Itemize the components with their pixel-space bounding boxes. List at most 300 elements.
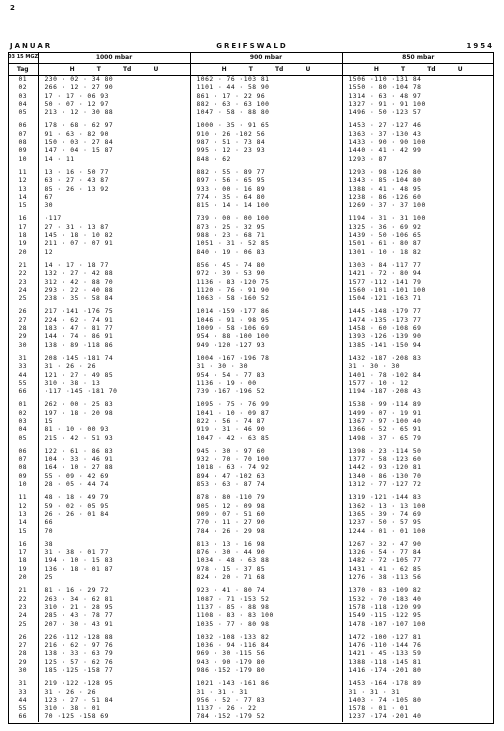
day-cell: 28 <box>18 650 28 658</box>
level-cell: 31 · 26 · 26 <box>38 689 190 697</box>
day-cell: 23 <box>18 278 28 286</box>
table-row <box>8 84 494 92</box>
level-cell: 50 · 07 · 12 97 <box>38 101 190 109</box>
day-cell: 03 <box>18 92 28 100</box>
table-row <box>8 101 494 109</box>
day-cell: 55 <box>18 705 28 713</box>
level-cell: 185 ·125 ·158 77 <box>38 667 190 675</box>
level-cell: 136 · 18 · 01 87 <box>38 566 190 574</box>
table-row <box>8 287 494 295</box>
table-row <box>8 232 494 240</box>
day-cell: 11 <box>18 494 28 502</box>
level-cell: 909 · 07 · 51 60 <box>190 511 342 519</box>
day-cell: 12 <box>18 502 28 510</box>
level-cell: 1267 · 32 · 47 90 <box>342 541 494 549</box>
table-row <box>8 355 494 363</box>
level-cell: 988 · 23 · 68 71 <box>190 232 342 240</box>
level-cell: 1194 ·187 ·208 43 <box>342 388 494 396</box>
table-row <box>8 705 494 713</box>
level-cell: 1439 · 50 ·106 65 <box>342 232 494 240</box>
table-row <box>8 541 494 549</box>
level-cell: 1474 ·135 ·173 77 <box>342 317 494 325</box>
day-cell: 20 <box>18 248 28 256</box>
level-cell: 31 · 31 · 31 <box>342 689 494 697</box>
level-cell: 1388 ·118 ·145 81 <box>342 659 494 667</box>
level-cell: 1363 · 37 ·130 43 <box>342 131 494 139</box>
table-row <box>8 418 494 426</box>
level-cell: 1237 · 50 · 57 95 <box>342 519 494 527</box>
level-cell: 66 <box>38 519 190 527</box>
level-cell: 178 · 68 · 62 97 <box>38 122 190 130</box>
level-cell: 14 · 17 · 18 77 <box>38 262 190 270</box>
day-cell: 28 <box>18 325 28 333</box>
level-cell: 219 ·122 ·128 95 <box>38 680 190 688</box>
day-cell: 22 <box>18 595 28 603</box>
column-headers-1000: H T Td U <box>38 64 190 76</box>
level-cell: 81 · 16 · 29 72 <box>38 587 190 595</box>
table-row <box>8 333 494 341</box>
day-cell: 09 <box>18 472 28 480</box>
day-cell: 05 <box>18 109 28 117</box>
day-cell: 15 <box>18 527 28 535</box>
level-cell: 285 · 43 · 78 77 <box>38 612 190 620</box>
day-cell: 06 <box>18 447 28 455</box>
level-cell: 197 · 18 · 20 98 <box>38 410 190 418</box>
level-cell: 1431 · 41 · 62 85 <box>342 566 494 574</box>
level-cell: 1433 · 90 · 90 100 <box>342 139 494 147</box>
level-cell: 1482 · 72 ·105 77 <box>342 557 494 565</box>
table-row <box>8 380 494 388</box>
level-cell: 1445 ·148 ·179 77 <box>342 308 494 316</box>
level-cell: 145 · 18 · 10 82 <box>38 232 190 240</box>
level-cell: 17 · 17 · 06 93 <box>38 93 190 101</box>
table-row <box>8 186 494 194</box>
level-cell: 1046 · 91 · 98 95 <box>190 317 342 325</box>
table-row <box>8 262 494 270</box>
table-row <box>8 295 494 303</box>
table-row <box>8 650 494 658</box>
day-cell: 16 <box>18 540 28 548</box>
table-row <box>8 139 494 147</box>
level-cell: 1325 · 36 · 69 92 <box>342 224 494 232</box>
level-cell: 739 ·167 ·196 52 <box>190 388 342 396</box>
level-cell: 213 · 12 · 30 88 <box>38 109 190 117</box>
table-row <box>8 587 494 595</box>
table-row <box>8 249 494 257</box>
table-row <box>8 503 494 511</box>
level-cell: 138 · 89 ·118 86 <box>38 342 190 350</box>
level-cell: 1370 · 83 ·109 82 <box>342 587 494 595</box>
level-cell: 774 · 35 · 64 80 <box>190 194 342 202</box>
day-cell: 14 <box>18 519 28 527</box>
level-cell: 1238 · 86 ·126 60 <box>342 194 494 202</box>
level-cell: 1398 · 23 ·114 50 <box>342 448 494 456</box>
day-cell: 16 <box>18 215 28 223</box>
level-cell: 1276 · 38 ·113 56 <box>342 574 494 582</box>
day-cell: 02 <box>18 84 28 92</box>
table-row <box>8 456 494 464</box>
level-cell: 194 · 10 · 15 83 <box>38 557 190 565</box>
level-cell: 1401 · 78 ·102 84 <box>342 372 494 380</box>
table-row <box>8 464 494 472</box>
day-cell: 26 <box>18 633 28 641</box>
day-cell: 18 <box>18 557 28 565</box>
level-cell: 28 · 05 · 44 74 <box>38 481 190 489</box>
level-cell: 310 · 21 · 28 95 <box>38 604 190 612</box>
table-row <box>8 76 494 85</box>
level-cell: 1453 ·164 ·178 89 <box>342 680 494 688</box>
table-row <box>8 317 494 325</box>
level-header-1000: 1000 mbar <box>38 52 190 64</box>
level-cell: 1385 ·141 ·150 94 <box>342 342 494 350</box>
level-cell: 1314 · 63 · 48 97 <box>342 93 494 101</box>
level-cell: 1453 · 27 ·127 46 <box>342 122 494 130</box>
tag-header: Tag <box>8 64 38 76</box>
day-cell: 15 <box>18 202 28 210</box>
level-cell: 26 · 26 · 01 84 <box>38 511 190 519</box>
level-cell: 1014 ·159 ·177 86 <box>190 308 342 316</box>
table-row <box>8 177 494 185</box>
level-cell: 1343 · 85 ·104 80 <box>342 177 494 185</box>
level-cell: 1095 · 75 · 76 99 <box>190 401 342 409</box>
day-cell: 33 <box>18 688 28 696</box>
day-cell: 44 <box>18 371 28 379</box>
day-cell: 17 <box>18 549 28 557</box>
level-cell: 1303 · 84 ·117 77 <box>342 262 494 270</box>
day-cell: 02 <box>18 409 28 417</box>
level-cell: 310 · 38 · 13 <box>38 380 190 388</box>
level-cell: 784 ·152 ·179 52 <box>190 713 342 721</box>
level-cell: 238 · 35 · 58 84 <box>38 295 190 303</box>
level-cell: 216 · 62 · 97 76 <box>38 642 190 650</box>
level-cell: 310 · 38 · 01 <box>38 705 190 713</box>
table-row <box>8 549 494 557</box>
table-row <box>8 557 494 565</box>
table-row <box>8 169 494 177</box>
level-cell: 1442 · 93 ·120 81 <box>342 464 494 472</box>
table-row <box>8 156 494 164</box>
day-cell: 20 <box>18 574 28 582</box>
level-cell: 1293 · 98 ·126 80 <box>342 169 494 177</box>
day-cell: 27 <box>18 316 28 324</box>
level-cell: 1035 · 77 · 80 98 <box>190 621 342 629</box>
level-cell: 217 ·141 ·176 75 <box>38 308 190 316</box>
table-row <box>8 494 494 502</box>
level-cell: 978 · 15 · 37 85 <box>190 566 342 574</box>
table-row <box>8 528 494 536</box>
level-cell: 1244 · 01 · 01 100 <box>342 528 494 536</box>
column-headers-900: H T Td U <box>190 64 342 76</box>
table-row <box>8 325 494 333</box>
level-cell: 919 · 31 · 46 90 <box>190 426 342 434</box>
level-cell: 873 · 25 · 32 95 <box>190 224 342 232</box>
level-cell: 1047 · 42 · 63 85 <box>190 435 342 443</box>
level-cell: 1403 · 74 ·105 80 <box>342 697 494 705</box>
level-cell: 1194 · 31 · 31 100 <box>342 215 494 223</box>
table-row <box>8 224 494 232</box>
table-row <box>8 194 494 202</box>
day-cell: 66 <box>18 713 28 721</box>
level-cell: 91 · 63 · 82 90 <box>38 131 190 139</box>
level-cell: 1504 ·121 ·163 71 <box>342 295 494 303</box>
day-cell: 08 <box>18 139 28 147</box>
level-cell: 1478 ·107 ·107 100 <box>342 621 494 629</box>
day-cell: 10 <box>18 481 28 489</box>
level-cell: 266 · 12 · 27 90 <box>38 84 190 92</box>
page-number: 2 <box>10 4 15 12</box>
day-cell: 29 <box>18 658 28 666</box>
level-cell: 67 <box>38 194 190 202</box>
table-row <box>8 566 494 574</box>
table-row <box>8 270 494 278</box>
day-cell: 10 <box>18 155 28 163</box>
day-cell: 31 <box>18 680 28 688</box>
table-row <box>8 363 494 371</box>
level-cell: 1326 · 54 · 77 84 <box>342 549 494 557</box>
level-cell: 905 · 12 · 09 98 <box>190 503 342 511</box>
level-cell: 1501 · 61 · 80 87 <box>342 240 494 248</box>
level-cell: 211 · 07 · 07 91 <box>38 240 190 248</box>
level-cell: 987 · 51 · 73 84 <box>190 139 342 147</box>
level-cell: 910 · 26 ·102 56 <box>190 131 342 139</box>
level-cell: 1550 · 80 ·104 78 <box>342 84 494 92</box>
table-row <box>8 713 494 721</box>
day-cell: 25 <box>18 620 28 628</box>
day-cell: 55 <box>18 379 28 387</box>
level-cell: 1472 ·100 ·127 81 <box>342 634 494 642</box>
day-cell: 14 <box>18 193 28 201</box>
level-cell: 894 · 47 ·102 63 <box>190 473 342 481</box>
level-cell: 954 · 54 · 77 83 <box>190 372 342 380</box>
table-row <box>8 388 494 396</box>
level-cell: 945 · 30 · 97 60 <box>190 448 342 456</box>
month-label: JANUAR <box>10 42 53 50</box>
level-cell: 1532 · 70 ·183 40 <box>342 596 494 604</box>
level-cell: 55 · 09 · 42 69 <box>38 473 190 481</box>
level-cell: 1366 · 52 · 65 91 <box>342 426 494 434</box>
day-cell: 21 <box>18 587 28 595</box>
table-row <box>8 680 494 688</box>
level-cell: 31 · 26 · 26 <box>38 363 190 371</box>
level-cell: 995 · 12 · 23 93 <box>190 147 342 155</box>
table-row <box>8 697 494 705</box>
level-cell: 813 · 13 · 16 98 <box>190 541 342 549</box>
table-body <box>8 76 494 722</box>
table-row <box>8 604 494 612</box>
day-cell: 19 <box>18 240 28 248</box>
day-cell: 06 <box>18 122 28 130</box>
level-cell: 1496 · 50 ·123 57 <box>342 109 494 117</box>
level-cell: 312 · 42 · 88 70 <box>38 279 190 287</box>
level-cell: 208 ·145 ·181 74 <box>38 355 190 363</box>
table-row <box>8 215 494 223</box>
level-cell: 1319 ·121 ·144 83 <box>342 494 494 502</box>
hour-header: 03 15 MGZ <box>8 52 38 64</box>
level-cell: 1293 · 87 <box>342 156 494 164</box>
day-cell: 09 <box>18 147 28 155</box>
level-cell: 147 · 04 · 15 87 <box>38 147 190 155</box>
year-label: 1954 <box>466 42 494 50</box>
upper-air-table <box>8 52 494 722</box>
day-cell: 01 <box>18 401 28 409</box>
day-cell: 33 <box>18 363 28 371</box>
level-cell: 70 <box>38 528 190 536</box>
level-cell: 215 · 42 · 51 93 <box>38 435 190 443</box>
table-row <box>8 667 494 675</box>
day-cell: 24 <box>18 612 28 620</box>
level-cell: 1365 · 39 · 74 69 <box>342 511 494 519</box>
day-cell: 29 <box>18 333 28 341</box>
day-cell: 01 <box>18 76 28 83</box>
level-cell: 1560 ·101 ·101 100 <box>342 287 494 295</box>
day-cell: 27 <box>18 642 28 650</box>
level-cell: 972 · 39 · 53 90 <box>190 270 342 278</box>
level-cell: 1004 ·167 ·196 78 <box>190 355 342 363</box>
day-cell: 23 <box>18 603 28 611</box>
level-cell: 123 · 27 · 51 84 <box>38 697 190 705</box>
level-cell: 969 · 30 ·115 56 <box>190 650 342 658</box>
level-cell: 224 · 62 · 74 91 <box>38 317 190 325</box>
day-cell: 12 <box>18 177 28 185</box>
level-cell: 1000 · 35 · 91 65 <box>190 122 342 130</box>
level-cell: 1021 ·143 ·161 86 <box>190 680 342 688</box>
level-header-850: 850 mbar <box>342 52 494 64</box>
day-cell: 26 <box>18 308 28 316</box>
table-row <box>8 93 494 101</box>
level-cell: 853 · 63 · 87 74 <box>190 481 342 489</box>
table-row <box>8 621 494 629</box>
level-cell: 230 · 02 · 34 80 <box>38 76 190 85</box>
level-cell: 12 <box>38 249 190 257</box>
level-cell: 207 · 30 · 43 91 <box>38 621 190 629</box>
level-cell: 1009 · 58 ·106 69 <box>190 325 342 333</box>
level-cell: 1538 · 99 ·114 89 <box>342 401 494 409</box>
level-cell: 1120 · 76 · 91 90 <box>190 287 342 295</box>
level-cell: 183 · 47 · 81 77 <box>38 325 190 333</box>
level-cell: 13 · 16 · 50 77 <box>38 169 190 177</box>
level-cell: 14 · 11 <box>38 156 190 164</box>
level-cell: 226 ·112 ·128 88 <box>38 634 190 642</box>
day-cell: 13 <box>18 185 28 193</box>
level-cell: 1136 · 83 ·120 75 <box>190 279 342 287</box>
level-cell: 1312 · 77 ·127 72 <box>342 481 494 489</box>
station-label: GREIFSWALD <box>216 42 288 50</box>
level-cell: 1416 ·174 ·201 80 <box>342 667 494 675</box>
column-headers-850: H T Td U <box>342 64 494 76</box>
table-row <box>8 401 494 409</box>
table-row <box>8 279 494 287</box>
level-cell: 15 <box>38 418 190 426</box>
level-cell: 878 · 80 ·110 79 <box>190 494 342 502</box>
level-cell: 164 · 10 · 27 88 <box>38 464 190 472</box>
level-cell: 1063 · 58 ·160 52 <box>190 295 342 303</box>
level-cell: 1237 ·174 ·201 40 <box>342 713 494 721</box>
level-cell: 59 · 02 · 05 95 <box>38 503 190 511</box>
level-cell: 1269 · 37 · 37 100 <box>342 202 494 210</box>
table-row <box>8 689 494 697</box>
level-cell: 856 · 45 · 74 80 <box>190 262 342 270</box>
level-cell: 954 · 88 ·100 100 <box>190 333 342 341</box>
level-cell: 986 ·152 ·179 80 <box>190 667 342 675</box>
table-row <box>8 596 494 604</box>
level-cell: 31 · 31 · 31 <box>190 689 342 697</box>
level-cell: 1432 ·187 ·208 83 <box>342 355 494 363</box>
level-cell: 25 <box>38 574 190 582</box>
level-cell: 31 · 30 · 30 <box>190 363 342 371</box>
level-cell: 122 · 61 · 86 83 <box>38 448 190 456</box>
level-cell: 848 · 62 <box>190 156 342 164</box>
level-cell: 1421 · 45 ·133 59 <box>342 650 494 658</box>
day-cell: 21 <box>18 261 28 269</box>
level-cell: 1340 · 86 ·130 70 <box>342 473 494 481</box>
level-cell: 1388 · 41 · 48 95 <box>342 186 494 194</box>
table-row <box>8 131 494 139</box>
level-cell: 784 · 26 · 29 98 <box>190 528 342 536</box>
level-cell: 1577 ·112 ·141 79 <box>342 279 494 287</box>
table-row <box>8 612 494 620</box>
table-row <box>8 122 494 130</box>
level-cell: 263 · 34 · 62 81 <box>38 596 190 604</box>
level-cell: 1549 ·115 ·122 95 <box>342 612 494 620</box>
level-cell: 121 · 27 · 49 85 <box>38 372 190 380</box>
level-cell: 861 · 17 · 22 96 <box>190 93 342 101</box>
table-row <box>8 308 494 316</box>
level-cell: 739 · 00 · 00 100 <box>190 215 342 223</box>
day-cell: 07 <box>18 130 28 138</box>
level-cell: 770 · 11 · 27 90 <box>190 519 342 527</box>
level-cell: 822 · 56 · 74 87 <box>190 418 342 426</box>
level-cell: 840 · 19 · 06 83 <box>190 249 342 257</box>
level-cell: 956 · 52 · 77 83 <box>190 697 342 705</box>
level-cell: 1034 · 48 · 63 88 <box>190 557 342 565</box>
table-row <box>8 109 494 117</box>
day-cell: 24 <box>18 286 28 294</box>
day-cell: 19 <box>18 565 28 573</box>
day-cell: 25 <box>18 295 28 303</box>
table-row <box>8 481 494 489</box>
level-cell: 1377 · 58 ·123 60 <box>342 456 494 464</box>
table-row <box>8 410 494 418</box>
table-row <box>8 372 494 380</box>
level-cell: 70 ·125 ·158 69 <box>38 713 190 721</box>
level-cell: 1458 · 60 ·108 69 <box>342 325 494 333</box>
level-cell: 125 · 57 · 62 76 <box>38 659 190 667</box>
table-row <box>8 574 494 582</box>
level-cell: 85 · 26 · 13 92 <box>38 186 190 194</box>
level-cell: 1032 ·108 ·133 82 <box>190 634 342 642</box>
level-cell: 1367 · 97 ·100 40 <box>342 418 494 426</box>
level-cell: 1577 · 10 · 12 <box>342 380 494 388</box>
level-cell: 38 <box>38 541 190 549</box>
table-row <box>8 473 494 481</box>
level-cell: 1051 · 31 · 52 85 <box>190 240 342 248</box>
day-cell: 04 <box>18 100 28 108</box>
table-row <box>8 435 494 443</box>
level-cell: 1047 · 58 · 88 80 <box>190 109 342 117</box>
level-cell: 882 · 55 · 89 77 <box>190 169 342 177</box>
level-cell: 104 · 33 · 46 91 <box>38 456 190 464</box>
table-row <box>8 448 494 456</box>
day-cell: 11 <box>18 168 28 176</box>
level-cell: ·117 ·145 ·181 70 <box>38 388 190 396</box>
level-cell: 1101 · 44 · 58 90 <box>190 84 342 92</box>
level-cell: 31 · 38 · 01 77 <box>38 549 190 557</box>
level-cell: 1137 · 26 · 22 <box>190 705 342 713</box>
day-cell: 07 <box>18 456 28 464</box>
level-cell: 1137 · 85 · 88 98 <box>190 604 342 612</box>
level-cell: 1393 ·126 ·139 90 <box>342 333 494 341</box>
level-cell: 1421 · 72 · 80 94 <box>342 270 494 278</box>
